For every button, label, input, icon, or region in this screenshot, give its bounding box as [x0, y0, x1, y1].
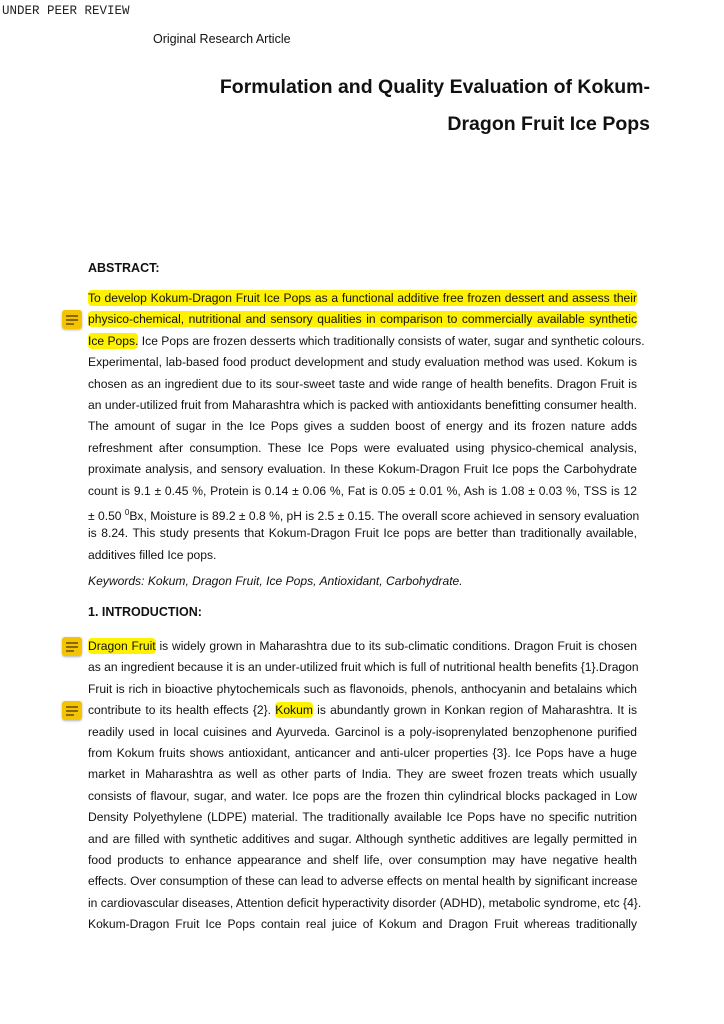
keywords: Keywords: Kokum, Dragon Fruit, Ice Pops, Antioxidant, Carbohydrate.: [88, 574, 463, 588]
abstract-body: To develop Kokum-Dragon Fruit Ice Pops as a functional additive free frozen dessert and assess their physico-chemical, nutritional and sensory qualities in comparison to commercially available synthetic Ice Pops. Ice Pops are frozen desserts which traditionally consists of water, sugar and synthetic colours. Experimental, lab-based food product development and study evaluation method was used. Kokum is chosen as an ingredient due to its sour-sweet taste and wide range of health benefits. Dragon Fruit is an under-utilized fruit from Maharashtra which is packed with antioxidants benefitting consumer health. The amount of sugar in the Ice Pops gives a sudden boost of energy and its frozen nature adds refreshment after consumption. These Ice Pops were evaluated using physico-chemical analysis, proximate analysis, and sensory evaluation. In these Kokum-Dragon Fruit Ice pops the Carbohydrate count is 9.1 ± 0.45 %, Protein is 0.14 ± 0.06 %, Fat is 0.05 ± 0.01 %, Ash is 1.08 ± 0.03 %, TSS is 12 ± 0.50 $^0$Bx, Moisture is 89.2 ± 0.8 %, pH is 2.5 ± 0.15. The overall score achieved in sensory evaluation is 8.24. This study presents that Kokum-Dragon Fruit Ice pops are better than traditionally available, additives filled Ice pops.: [88, 291, 645, 562]
review-stamp: UNDER PEER REVIEW: [2, 4, 130, 18]
highlighted-text[interactable]: Kokum: [275, 703, 313, 718]
introduction-heading: 1. INTRODUCTION:: [88, 605, 202, 619]
introduction-body: Dragon Fruit is widely grown in Maharashtra due to its sub-climatic conditions. Dragon Fruit is chosen as an ingredient because it is an under-utilized fruit which is full of nutritional health benefits {1}.Dragon Fruit is rich in bioactive phytochemicals such as flavonoids, phenols, anthocyanin and betalains which contribute to its health effects {2}. Kokum is abundantly grown in Konkan region of Maharashtra. It is readily used in local cuisines and Ayurveda. Garcinol is a poly-isoprenylated benzophenone purified from Kokum fruits shows antioxidant, anticancer and anti-ulcer properties {3}. Ice Pops have a huge market in Maharashtra as well as other parts of India. They are sweet frozen treats which usually consists of flavour, sugar, and water. Ice pops are the frozen thin cylindrical blocks packaged in Low Density Polyethylene (LDPE) material. The traditionally available Ice Pops have no specific nutrition and are filled with synthetic additives and sugar. Although synthetic additives are legally permitted in food products to enhance appearance and shelf life, over consumption may have negative health effects. Over consumption of these can lead to adverse effects on mental health by significant increase in cardiovascular diseases, Attention deficit hyperactivity disorder (ADHD), metabolic syndrome, etc {4}. Kokum-Dragon Fruit Ice Pops contain real juice of Kokum and Dragon Fruit whereas traditionally: [88, 639, 642, 932]
highlighted-text[interactable]: physico-chemical, nutritional and sensory qualities in comparison to commercially available synthetic: [88, 312, 637, 327]
title-line-2: Dragon Fruit Ice Pops: [447, 113, 650, 135]
comment-note-icon[interactable]: [62, 310, 82, 329]
abstract-heading: ABSTRACT:: [88, 261, 160, 275]
highlighted-text[interactable]: Ice Pops.: [88, 333, 139, 348]
comment-note-icon[interactable]: [62, 701, 82, 720]
highlighted-text[interactable]: To develop Kokum-Dragon Fruit Ice Pops as a functional additive free frozen dessert and assess their: [88, 291, 637, 305]
article-type: Original Research Article: [153, 32, 291, 46]
comment-note-icon[interactable]: [62, 637, 82, 656]
title-line-1: Formulation and Quality Evaluation of Kokum-: [219, 76, 650, 98]
highlighted-text[interactable]: Dragon Fruit: [88, 639, 156, 653]
